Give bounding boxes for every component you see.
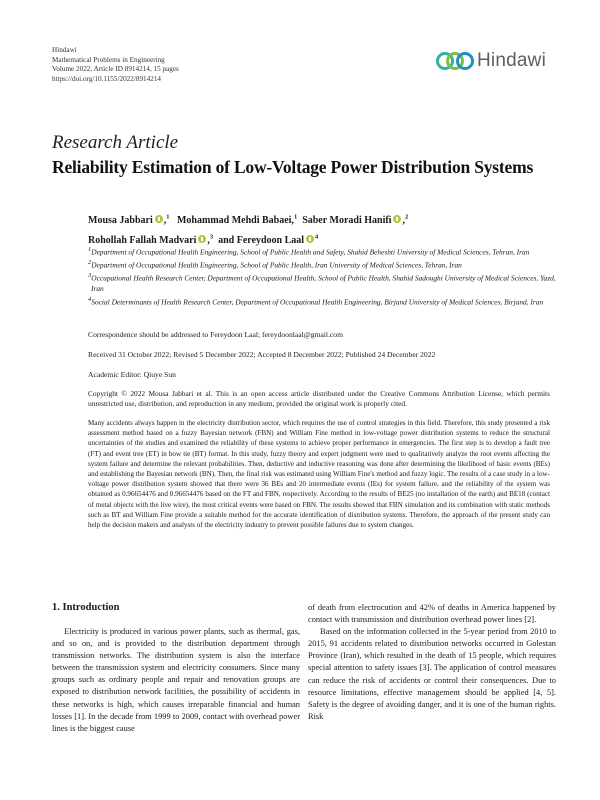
doi-link[interactable]: https://doi.org/10.1155/2022/8914214 — [52, 74, 162, 83]
author[interactable]: Saber Moradi Hanifi ,$^2$ — [302, 214, 409, 227]
correspondence: Correspondence should be addressed to Fereydoon Laal; fereydoonlaal@gmail.com — [88, 330, 343, 339]
orcid-icon[interactable] — [155, 215, 163, 223]
body-column-right — [308, 602, 556, 723]
paragraph: Based on the information collected in the 5-year period from 2010 to 2015, 91 accidents related to distribution networks occurred in Golestan Province (Iran), which resulted in the death of 15 people, which requires special attention to safety issues [3]. The application of control measures can reduce the risk of accidents or control their consequences. Due to resource limitations, effective management should be applied [4, 5]. Safety is the degree of avoiding danger, and it is one of the human rights. Risk — [308, 627, 556, 721]
orcid-icon[interactable] — [306, 235, 314, 243]
volume-line: Volume 2022, Article ID 8914214, 15 pages — [52, 65, 179, 74]
journal-name: Mathematical Problems in Engineering — [52, 55, 165, 64]
body-column-left — [52, 626, 300, 735]
author[interactable]: Mohammad Mehdi Babaei,$^1$ — [176, 214, 298, 227]
orcid-icon[interactable] — [393, 215, 401, 223]
page-title: Reliability Estimation of Low-Voltage Power Distribution Systems — [52, 157, 534, 177]
paragraph: Electricity is produced in various power plants, such as thermal, gas, and so on, and is provided to the distribution department through transmission networks. The distribution system is also the interface between the transmission system and electricity consumers. Since many groups such as ordinary people and repair and renovation groups are exposed to distribution network facilities, the possibility of accidents in these networks is high, which causes irreparable financial and human losses [1]. In the decade from 1999 to 2009, contact with overhead power lines is the biggest cause — [52, 627, 300, 733]
orcid-icon[interactable] — [198, 235, 206, 243]
hindawi-logo-icon — [436, 48, 474, 74]
affiliation: $^1$Department of Occupational Health Engineering, School of Public Health and Safety, Shahid Beheshti University of Medical Sciences, Tehran, Iran — [88, 246, 530, 257]
journal-meta — [52, 46, 179, 84]
affiliations — [88, 245, 568, 308]
author[interactable]: Rohollah Fallah Madvari ,$^3$ — [88, 233, 214, 246]
publisher-name: Hindawi — [52, 46, 77, 54]
author[interactable]: Mousa Jabbari ,$^1$ — [88, 214, 170, 227]
author-list — [88, 210, 568, 249]
hindawi-logo — [436, 48, 556, 74]
publication-dates: Received 31 October 2022; Revised 5 December 2022; Accepted 8 December 2022; Published 24 December 2022 — [88, 350, 436, 359]
article-type: Research Article — [52, 132, 179, 153]
affiliation: $^2$Department of Occupational Health Engineering, School of Public Health, Iran University of Medical Sciences, Tehran, Iran — [88, 259, 462, 270]
paragraph: of death from electrocution and 42% of deaths in America happened by contact with transmission and distribution overhead power lines [2]. — [308, 603, 556, 625]
copyright-notice: Copyright © 2022 Mousa Jabbari et al. This is an open access article distributed under the Creative Commons Attribution License, which permits unrestricted use, distribution, and reproduction in any medium, provided the original work is properly cited. — [88, 389, 550, 409]
logo-wordmark: Hindawi — [477, 50, 546, 71]
affiliation: $^4$Social Determinants of Health Research Center, Department of Occupational Health Engineering, Birjand University of Medical Sciences, Birjand, Iran — [88, 295, 544, 307]
abstract: Many accidents always happen in the electricity distribution sector, which requires the use of control strategies in this field. Therefore, this study presented a risk assessment method based on a fuzzy Bayesian network (FBN) and William Fine method in low-voltage power distribution systems to reduce the structural uncertainties of the studies and examined the reliability of these systems to achieve proper performance in emergencies. The first step is to develop a fault tree (FT) and event tree (ET) in bow tie (BT) format. In this study, fuzzy theory and expert judgment were used to qualitatively analyze the root events affecting the system failure and determine the relevant probabilities. Then, deductive and inductive reasoning was done after determining the likelihood of basic events (BEs) and establishing the Bayesian network (BN). Then, the final risk was estimated using William Fine's method and fuzzy logic. The results of a case study in a low-voltage power distribution system showed that there were 36 BEs and 20 intermediate events (IEs) for system failure, and the reliability of the system was obtained as 0.96654476 and 0.96654476 based on the FT and FBN, respectively. According to the results of BE25 (no installation of the earth) and BE18 (contact of metal objects with the live wire), the most critical events were based on FBN. The results showed that FBN simulation and its combination with static methods such as BT and William Fine provide a suitable method for the accurate identification of distribution systems. Therefore, the approach of the present study can help the decision makers and analysts of the electricity industry to prevent possible failures due to system changes. — [88, 419, 550, 530]
section-heading: 1. Introduction — [52, 602, 120, 613]
academic-editor: Academic Editor: Qiuye Sun — [88, 370, 176, 379]
affiliation: $^3$Occupational Health Research Center, Department of Occupational Health, School of Public Health, Shahid Sadoughi University of Medical Sciences, Yazd, Iran — [88, 272, 556, 294]
author[interactable]: and Fereydoon Laal $^4$ — [218, 233, 319, 246]
